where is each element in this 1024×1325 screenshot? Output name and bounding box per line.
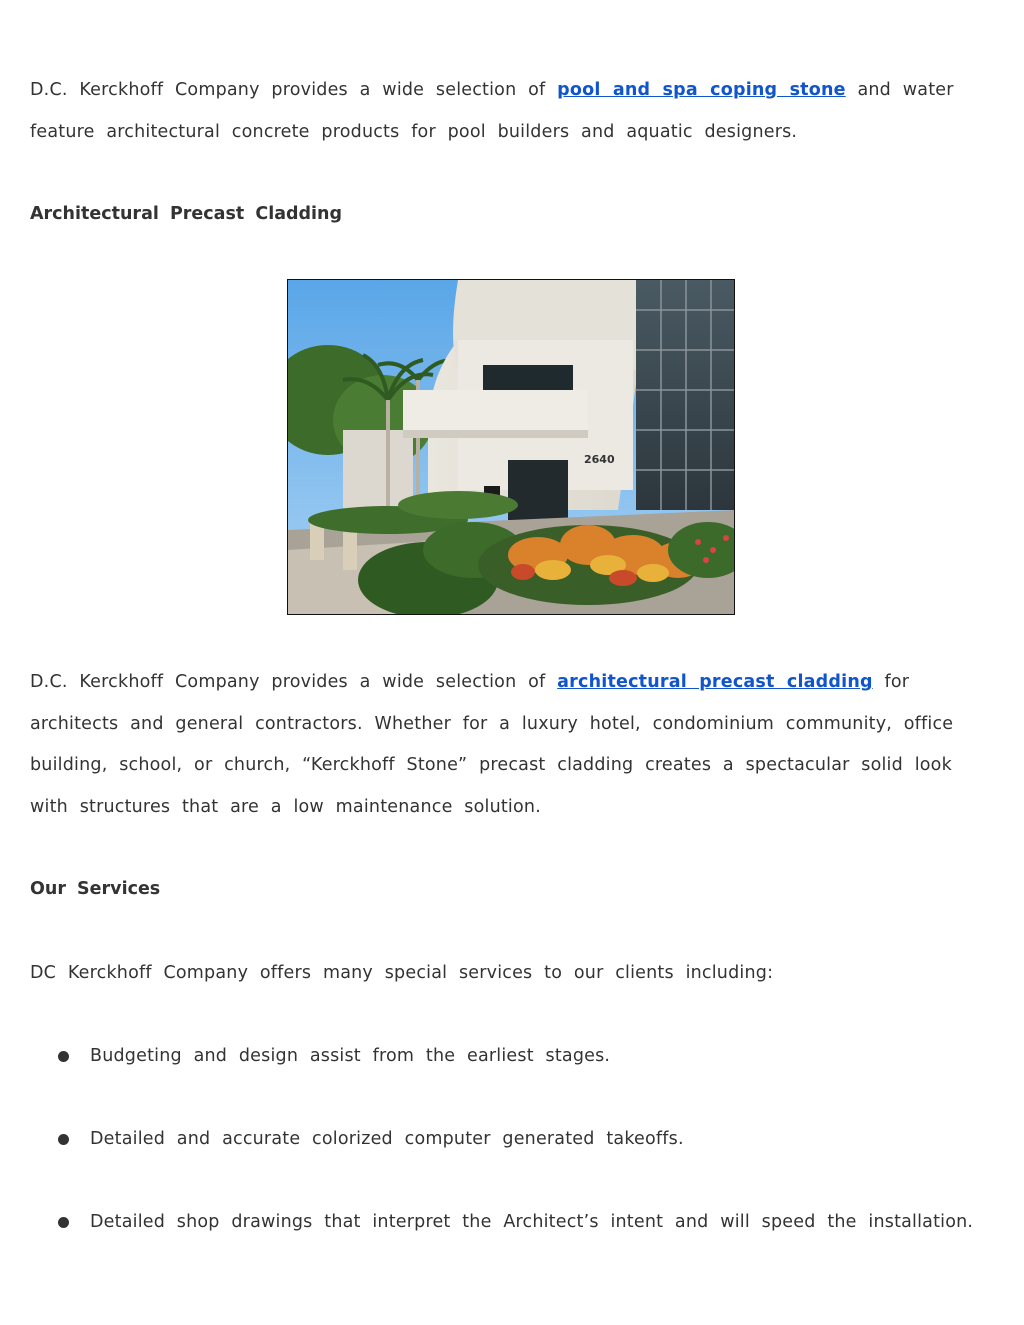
cladding-paragraph	[30, 662, 995, 829]
building-number: 2640	[584, 453, 615, 466]
intro-text-after: and water feature architectural concrete products for pool builders and aquatic designers.	[30, 80, 954, 142]
list-item	[58, 1129, 684, 1149]
section-heading-services: Our Services	[30, 879, 161, 899]
intro-paragraph	[30, 70, 995, 153]
architectural-precast-cladding-link[interactable]: architectural precast cladding	[557, 672, 873, 692]
cladding-text-before: D.C. Kerckhoff Company provides a wide selection of	[30, 672, 558, 692]
bullet-icon	[58, 1051, 69, 1062]
pool-spa-coping-stone-link[interactable]: pool and spa coping stone	[557, 80, 846, 100]
intro-text-before: D.C. Kerckhoff Company provides a wide selection of	[30, 80, 558, 100]
cladding-text-after: for architects and general contractors. Whether for a luxury hotel, condominium community, office building, school, or church, “Kerckhoff Stone” precast cladding creates a spectacular solid look with structures that are a low maintenance solution.	[30, 672, 954, 818]
list-item-text: Detailed shop drawings that interpret the Architect’s intent and will speed the installation.	[90, 1212, 974, 1232]
services-intro: DC Kerckhoff Company offers many special services to our clients including:	[30, 963, 774, 983]
list-item-text: Budgeting and design assist from the earliest stages.	[90, 1046, 611, 1066]
list-item-text: Detailed and accurate colorized computer generated takeoffs.	[90, 1129, 684, 1149]
section-heading-cladding: Architectural Precast Cladding	[30, 204, 343, 224]
bullet-icon	[58, 1217, 69, 1228]
list-item	[58, 1046, 610, 1066]
building-photo	[287, 279, 735, 615]
bullet-icon	[58, 1134, 69, 1145]
list-item	[58, 1212, 973, 1232]
